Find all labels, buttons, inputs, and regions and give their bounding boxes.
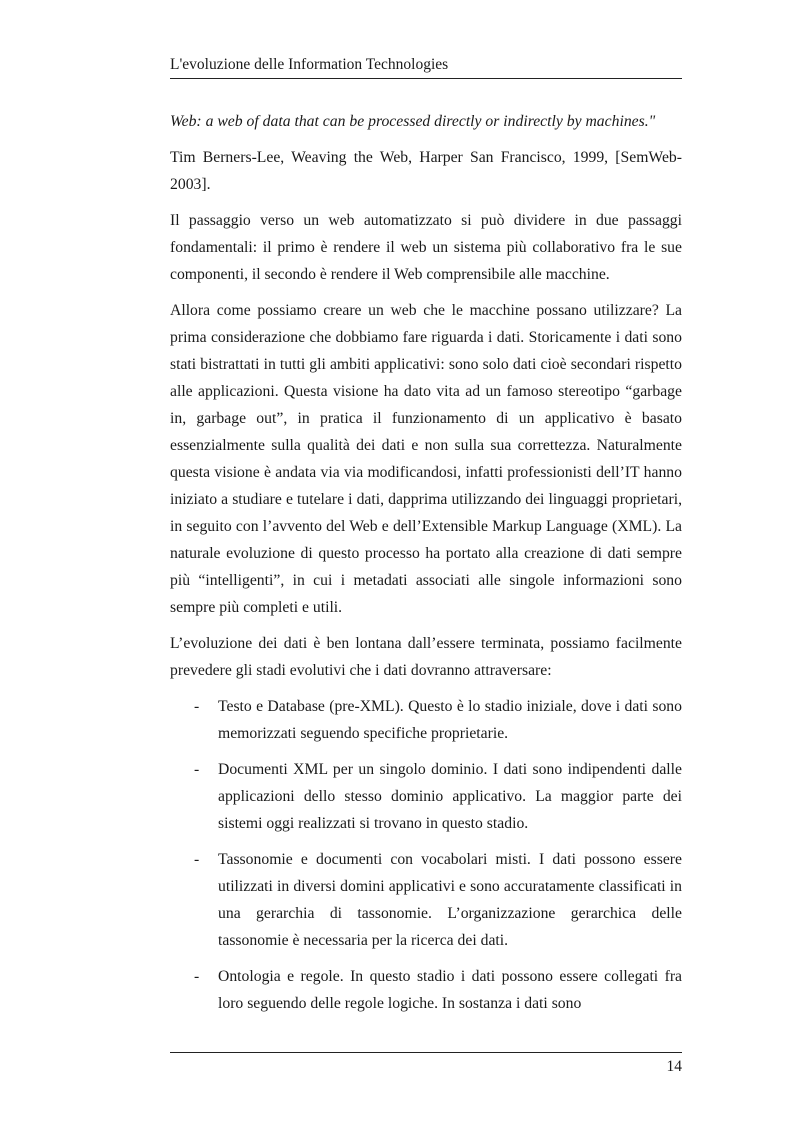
list-dash: - bbox=[194, 698, 200, 715]
running-header: L'evoluzione delle Information Technologies bbox=[170, 56, 449, 73]
paragraph-1: Il passaggio verso un web automatizzato si può dividere in due passaggi fondamentali: il primo è rendere il web un sistema più collaborativo fra le sue componenti, il secondo è rendere il Web comprensibile alle macchine. bbox=[170, 212, 682, 283]
paragraph-2: Allora come possiamo creare un web che le macchine possano utilizzare? La prima considerazione che dobbiamo fare riguarda i dati. Storicamente i dati sono stati bistrattati in tutti gli ambiti applicativi: sono solo dati cioè secondari rispetto alle applicazioni. Questa visione ha dato vita ad un famoso stereotipo “garbage in, garbage out”, in pratica il funzionamento di un applicativo è basato essenzialmente sulla qualità dei dati e non sulla sua correttezza. Naturalmente questa visione è andata via via modificandosi, infatti professionisti dell’IT hanno iniziato a studiare e tutelare i dati, dapprima utilizzando dei linguaggi proprietari, in seguito con l’avvento del Web e dell’Extensible Markup Language (XML). La naturale evoluzione di questo processo ha portato alla creazione di dati sempre più “intelligenti”, in cui i metadati associati alle singole informazioni sono sempre più completi e utili. bbox=[170, 302, 682, 616]
quote-text: Web: a web of data that can be processed directly or indirectly by machines." bbox=[170, 113, 656, 130]
list-dash: - bbox=[194, 761, 200, 778]
page-number: 14 bbox=[666, 1058, 682, 1075]
footer-rule bbox=[170, 1052, 682, 1053]
list-item-text: Ontologia e regole. In questo stadio i dati possono essere collegati fra loro seguendo delle regole logiche. In sostanza i dati sono bbox=[218, 968, 682, 1012]
list-item bbox=[170, 846, 682, 954]
list-item bbox=[170, 756, 682, 837]
list-item-text: Tassonomie e documenti con vocabolari misti. I dati possono essere utilizzati in diversi domini applicativi e sono accuratamente classificati in una gerarchia di tassonomie. L’organizzazione gerarchica delle tassonomie è necessaria per la ricerca dei dati. bbox=[218, 851, 682, 949]
header-rule bbox=[170, 78, 682, 79]
list-dash: - bbox=[194, 968, 200, 985]
list-item-text: Testo e Database (pre-XML). Questo è lo stadio iniziale, dove i dati sono memorizzati seguendo specifiche proprietarie. bbox=[218, 698, 682, 742]
page-body bbox=[170, 108, 682, 1026]
list-item bbox=[170, 693, 682, 747]
paragraph-3: L’evoluzione dei dati è ben lontana dall’essere terminata, possiamo facilmente prevedere gli stadi evolutivi che i dati dovranno attraversare: bbox=[170, 635, 682, 679]
citation: Tim Berners-Lee, Weaving the Web, Harper San Francisco, 1999, [SemWeb-2003]. bbox=[170, 149, 682, 193]
stages-list bbox=[170, 693, 682, 1017]
list-item-text: Documenti XML per un singolo dominio. I dati sono indipendenti dalle applicazioni dello stesso dominio applicativo. La maggior parte dei sistemi oggi realizzati si trovano in questo stadio. bbox=[218, 761, 682, 832]
list-item bbox=[170, 963, 682, 1017]
list-dash: - bbox=[194, 851, 200, 868]
